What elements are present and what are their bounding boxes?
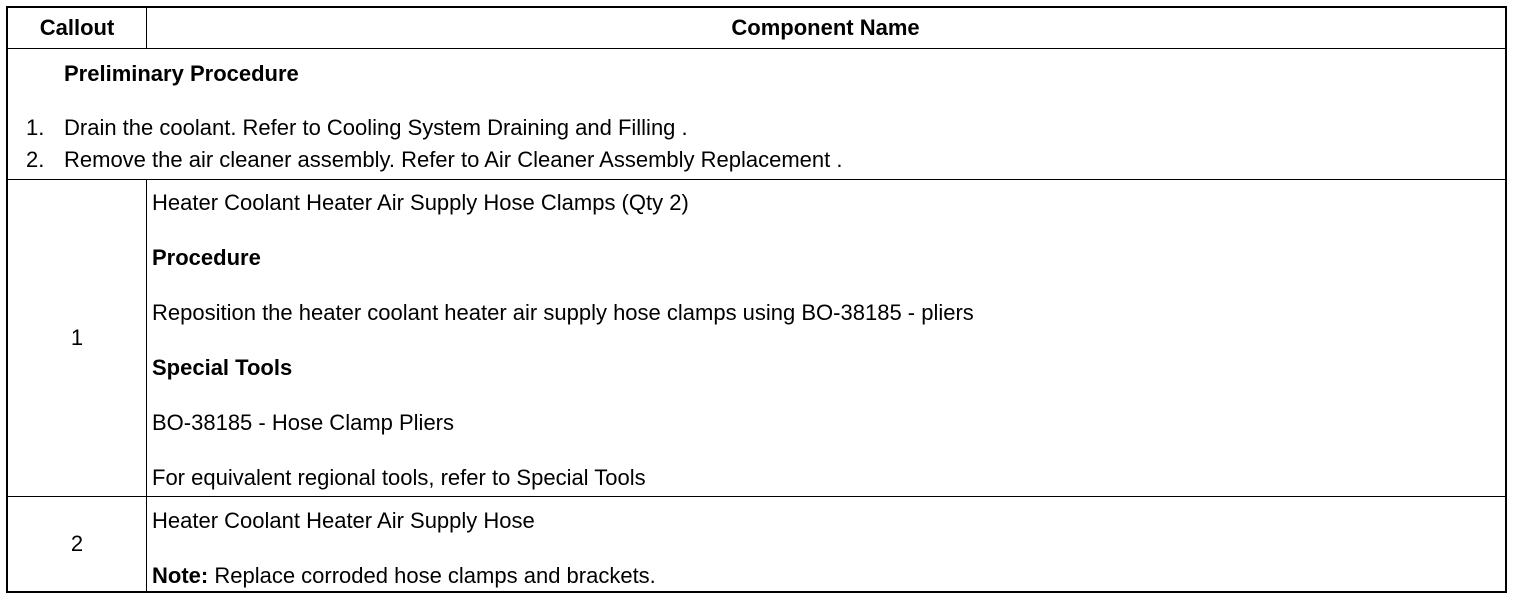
note-label: Note:: [152, 563, 209, 588]
component-description: [152, 497, 1505, 591]
component-table: [6, 6, 1507, 593]
preliminary-procedure-row: [8, 49, 1505, 180]
special-tool-note: For equivalent regional tools, refer to Special Tools: [152, 465, 646, 490]
component-name-column-header: Component Name: [731, 15, 920, 40]
preliminary-procedure-title: Preliminary Procedure: [64, 61, 299, 86]
note-text: Replace corroded hose clamps and brackets.: [208, 563, 656, 588]
callout-column-header: Callout: [8, 8, 147, 48]
step-text: Remove the air cleaner assembly. Refer to Air Cleaner Assembly Replacement .: [64, 147, 843, 172]
procedure-label: Procedure: [152, 245, 261, 270]
note-line: [152, 563, 656, 589]
callout-number: 2: [8, 497, 147, 591]
table-header-row: [8, 8, 1505, 49]
procedure-text: Reposition the heater coolant heater air supply hose clamps using BO-38185 - pliers: [152, 300, 974, 325]
special-tools-label: Special Tools: [152, 355, 293, 380]
component-name: Heater Coolant Heater Air Supply Hose: [152, 508, 535, 533]
step-number: 1.: [26, 115, 45, 140]
component-description: [152, 180, 1505, 496]
preliminary-step: [26, 147, 843, 173]
table-row: [8, 180, 1505, 497]
table-row: [8, 497, 1505, 591]
step-text: Drain the coolant. Refer to Cooling System Draining and Filling .: [64, 115, 688, 140]
callout-number: 1: [8, 180, 147, 496]
preliminary-step: [26, 115, 688, 141]
special-tool: BO-38185 - Hose Clamp Pliers: [152, 410, 455, 435]
step-number: 2.: [26, 147, 45, 172]
component-name: Heater Coolant Heater Air Supply Hose Clamps (Qty 2): [152, 190, 689, 215]
